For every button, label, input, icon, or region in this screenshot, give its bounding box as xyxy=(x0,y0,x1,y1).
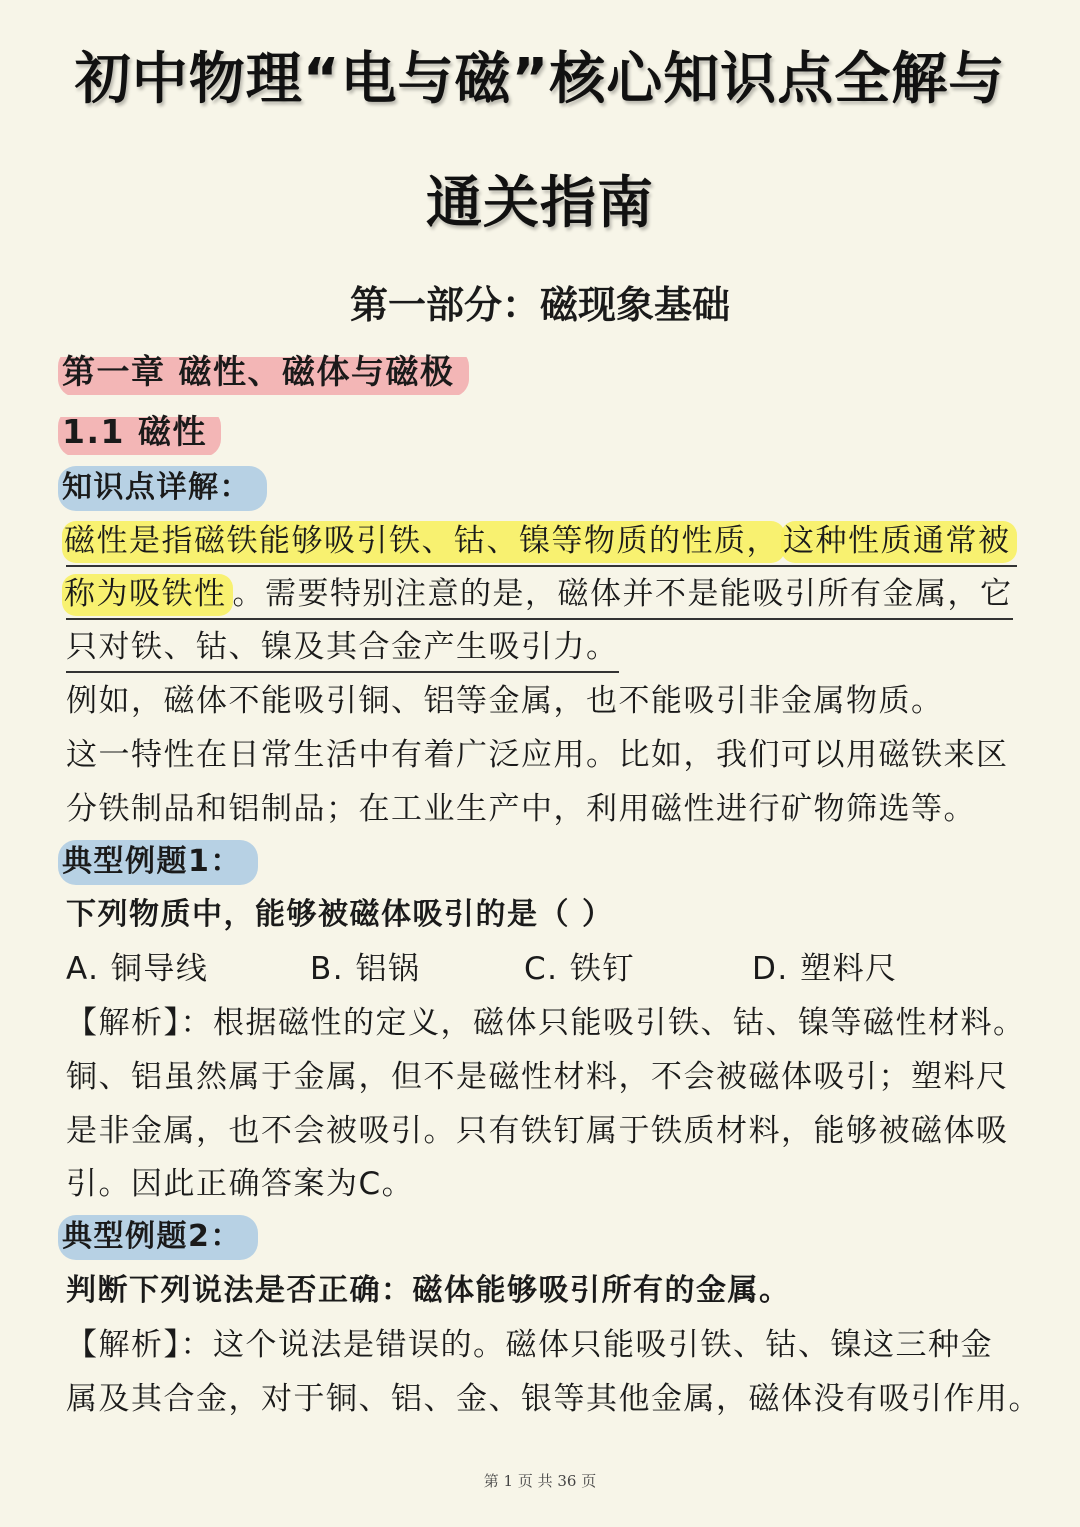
highlight-magnetism-definition-2: 这种性质通常被 xyxy=(781,521,1017,563)
document-title-line-1: 初中物理“电与磁”核心知识点全解与 xyxy=(74,47,1006,112)
paragraph-3-line-1: 这一特性在日常生活中有着广泛应用。比如，我们可以用磁铁来区 xyxy=(66,737,1009,773)
example-1-label xyxy=(62,844,258,879)
option-a: A. 铜导线 xyxy=(66,951,209,987)
highlight-magnetism-definition: 磁性是指磁铁能够吸引铁、钴、镍等物质的性质， xyxy=(62,521,785,563)
paragraph-3-line-2: 分铁制品和铝制品；在工业生产中，利用磁性进行矿物筛选等。 xyxy=(66,791,976,827)
document-title-line-2: 通关指南 xyxy=(426,171,654,236)
example-1-analysis-line-4: 引。因此正确答案为C。 xyxy=(66,1166,415,1202)
option-c: C. 铁钉 xyxy=(524,951,635,987)
paragraph-1-line-1 xyxy=(64,523,1017,559)
knowledge-label xyxy=(62,470,267,505)
chapter-heading xyxy=(62,352,469,391)
chapter-heading-highlight: 第一章 磁性、磁体与磁极 xyxy=(58,348,469,397)
example-1-question: 下列物质中，能够被磁体吸引的是（ ） xyxy=(66,897,614,932)
option-b: B. 铝锅 xyxy=(310,951,421,987)
example-2-question: 判断下列说法是否正确：磁体能够吸引所有的金属。 xyxy=(66,1273,791,1308)
page-footer: 第 1 页 共 36 页 xyxy=(483,1472,597,1490)
paragraph-1-line-3-text: 只对铁、钴、镍及其合金产生吸引力。 xyxy=(66,629,619,673)
example-1-analysis-line-1: 【解析】：根据磁性的定义，磁体只能吸引铁、钴、镍等磁性材料。 xyxy=(66,1005,1026,1041)
part-heading: 第一部分：磁现象基础 xyxy=(349,283,730,327)
example-2-analysis-line-2: 属及其合金，对于铜、铝、金、银等其他金属，磁体没有吸引作用。 xyxy=(66,1381,1041,1417)
example-2-label xyxy=(62,1219,258,1254)
paragraph-1-line-2-rest: 。需要特别注意的是，磁体并不是能吸引所有金属，它 xyxy=(232,576,1013,612)
paragraph-1-line-1-underline xyxy=(66,523,1017,567)
paragraph-1-line-2-underline xyxy=(66,576,1013,620)
example-2-analysis-line-1: 【解析】：这个说法是错误的。磁体只能吸引铁、钴、镍这三种金 xyxy=(66,1327,993,1363)
example-1-options xyxy=(66,951,898,987)
paragraph-2: 例如，磁体不能吸引铜、铝等金属，也不能吸引非金属物质。 xyxy=(66,683,944,719)
knowledge-label-highlight: 知识点详解： xyxy=(58,466,267,511)
section-heading xyxy=(62,412,221,451)
example-1-analysis-line-2: 铜、铝虽然属于金属，但不是磁性材料，不会被磁体吸引；塑料尺 xyxy=(66,1059,1009,1095)
paragraph-1-line-3 xyxy=(66,629,619,665)
section-heading-highlight: 1.1 磁性 xyxy=(58,408,221,457)
example-1-label-highlight: 典型例题1： xyxy=(58,840,258,885)
paragraph-1-line-2 xyxy=(64,576,1013,612)
example-1-analysis-line-3: 是非金属，也不会被吸引。只有铁钉属于铁质材料，能够被磁体吸 xyxy=(66,1113,1009,1149)
example-2-label-highlight: 典型例题2： xyxy=(58,1215,258,1260)
option-d: D. 塑料尺 xyxy=(752,951,898,987)
highlight-iron-attraction: 称为吸铁性 xyxy=(62,574,233,616)
